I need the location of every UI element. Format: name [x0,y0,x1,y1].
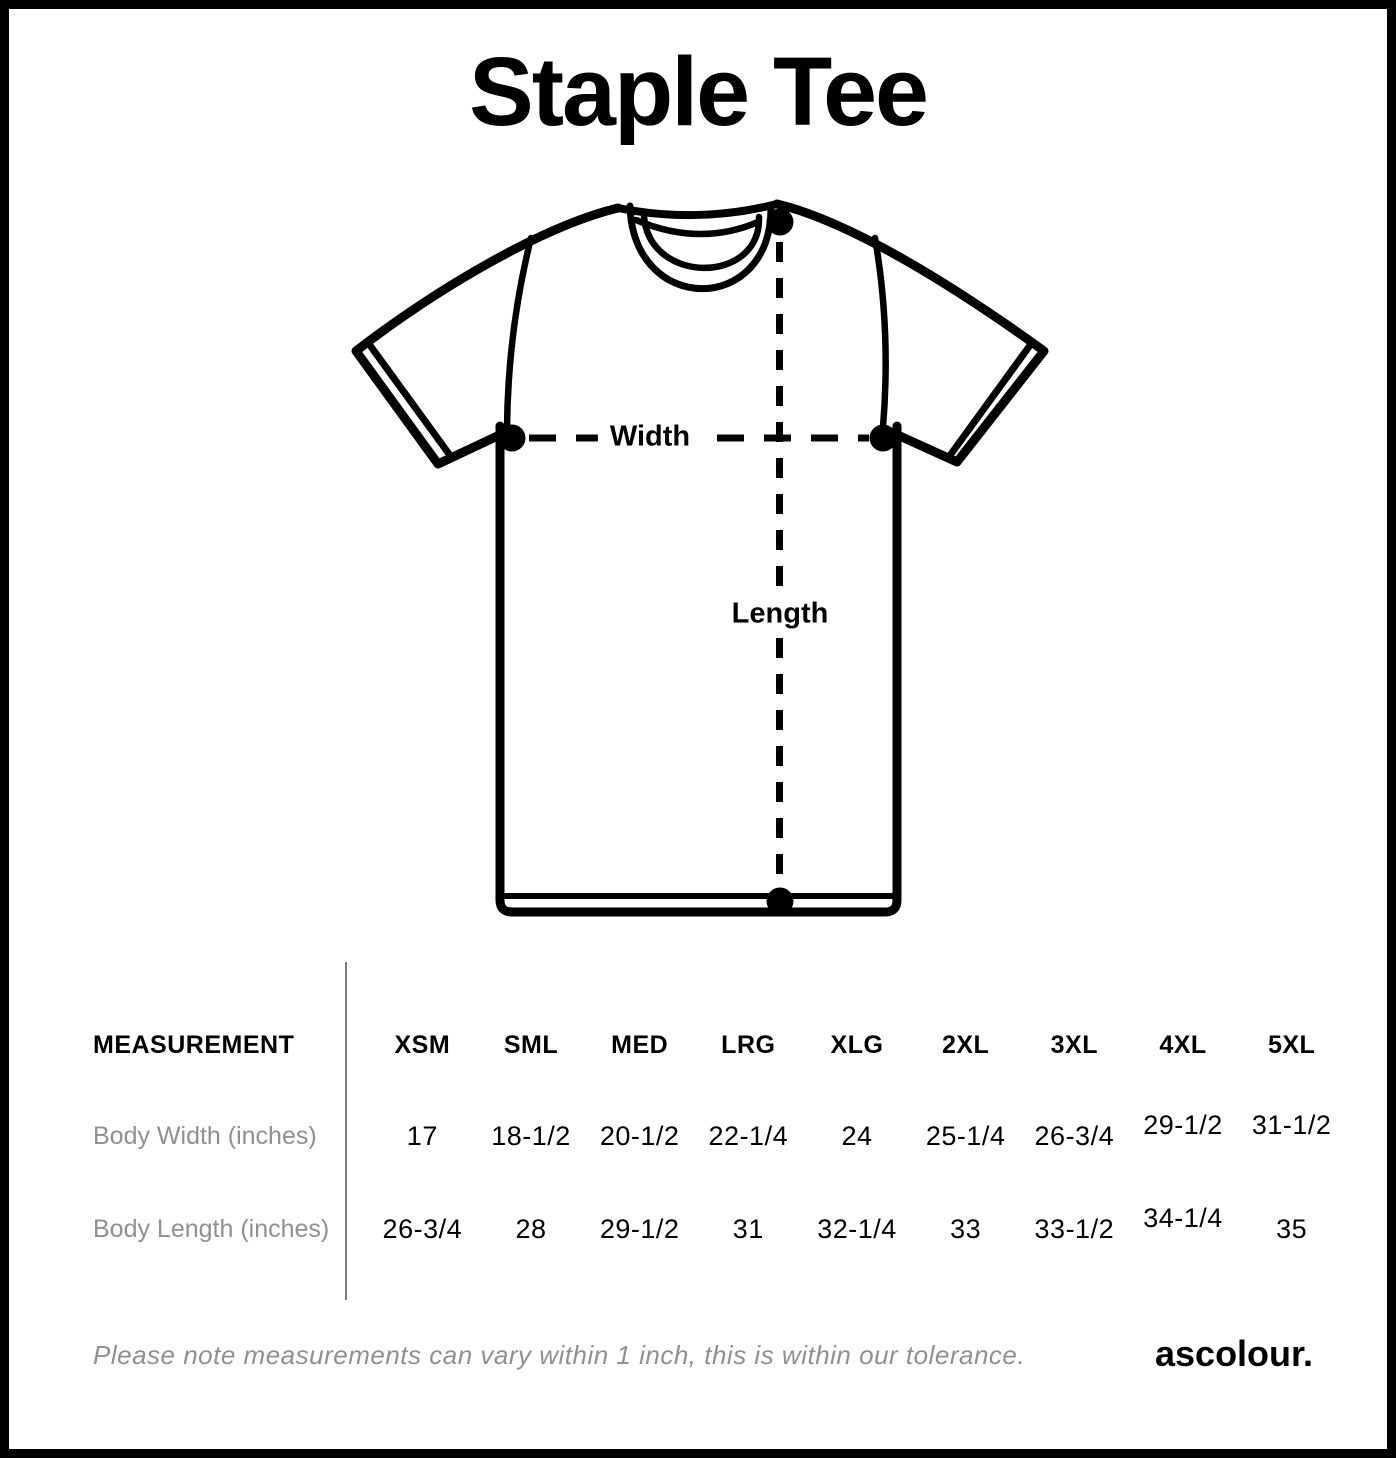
shoulder-measure-point-dot [767,209,794,236]
tshirt-right-armhole-seam [875,238,886,427]
body-width-xsm: 17 [406,1121,438,1151]
tshirt-body-outline [500,426,897,912]
width-dimension-label: Width [598,420,702,455]
row-label-body-length: Body Length (inches) [93,1215,330,1243]
tshirt-collar-front-inner [644,216,759,268]
body-width-med: 20-1/2 [599,1121,680,1151]
size-header-row [368,1030,1346,1060]
hem-measure-point-dot [767,888,794,915]
tshirt-left-sleeve-outline [356,208,618,464]
right-armpit-measure-point-dot [870,425,897,452]
size-header-xlg: XLG [830,1031,884,1059]
tolerance-note: Please note measurements can vary within 1 inch, this is within our tolerance. [93,1340,1026,1370]
tshirt-collar-back-edge [618,204,777,215]
body-length-4xl: 34-1/4 [1143,1203,1223,1233]
body-width-sml: 18-1/2 [491,1121,571,1151]
size-header-4xl: 4XL [1159,1031,1207,1059]
table-row-body-length [368,1203,1346,1244]
body-length-5xl: 35 [1276,1214,1308,1244]
page-title: Staple Tee [469,37,927,146]
body-length-lrg: 31 [732,1214,764,1244]
body-length-xlg: 32-1/4 [817,1214,897,1244]
tshirt-diagram [330,180,1070,940]
size-header-5xl: 5XL [1267,1031,1316,1059]
body-width-3xl: 26-3/4 [1034,1121,1115,1151]
size-header-lrg: LRG [721,1031,776,1059]
row-label-body-width: Body Width (inches) [93,1122,317,1150]
left-armpit-measure-point-dot [499,425,526,452]
body-width-xlg: 24 [841,1121,873,1151]
body-length-xsm: 26-3/4 [382,1214,463,1244]
size-header-2xl: 2XL [941,1031,990,1059]
body-length-3xl: 33-1/2 [1034,1214,1115,1244]
size-header-sml: SML [503,1031,559,1059]
tshirt-collar-back-inner [636,220,758,234]
body-length-2xl: 33 [950,1214,982,1244]
body-width-5xl: 31-1/2 [1251,1110,1332,1140]
tshirt-right-sleeve-outline [777,204,1044,462]
size-header-3xl: 3XL [1050,1031,1098,1059]
tshirt-left-cuff-stitch [369,344,449,454]
tshirt-left-armhole-seam [507,238,531,428]
length-dimension-label: Length [720,597,841,632]
size-header-xsm: XSM [394,1031,451,1059]
size-header-med: MED [611,1031,669,1059]
measurement-column-header: MEASUREMENT [93,1031,295,1059]
body-width-2xl: 25-1/4 [925,1121,1006,1151]
tshirt-right-cuff-stitch [951,344,1031,454]
table-row-body-width [368,1110,1346,1151]
body-length-med: 29-1/2 [599,1214,680,1244]
body-width-lrg: 22-1/4 [708,1121,789,1151]
brand-logo: ascolour. [1155,1333,1314,1374]
body-length-sml: 28 [515,1214,547,1244]
body-width-4xl: 29-1/2 [1143,1110,1223,1140]
